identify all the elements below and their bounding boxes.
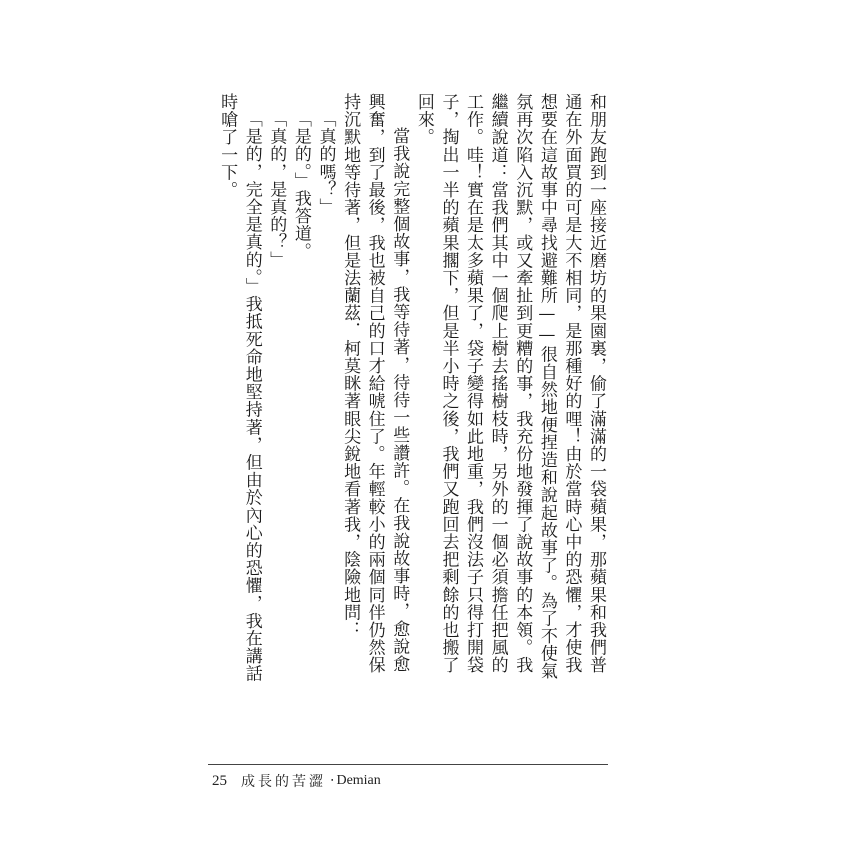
dialogue-line: 「真的嗎？」 (315, 110, 336, 216)
paragraph: 當我說完整個故事，我等待著，待待一些讚許。在我說故事時，愈說愈興奮，到了最後，我也被自己的口才給唬住了。年輕較小的兩個同伴仍然保持沉默地等待著，但是法蘭茲．柯莫眯著眼尖銳地看著我，陰險地問： (340, 93, 410, 674)
paragraph: 和朋友跑到一座接近磨坊的果園裏，偷了滿滿的一袋蘋果，那蘋果和我們普通在外面買的可是大不相同，是那種好的哩！由於當時心中的恐懼，才使我想要在這故事中尋找避難所——很自然地便捏造和說起故事了。為了不使氣氛再次陷入沉默，或又牽扯到更糟的事，我充份地發揮了說故事的本領。我繼續說道：當我們其中一個爬上樹去搖樹枝時，另外的一個必須擔任把風的工作。哇！實在是太多蘋果了，袋子變得如此地重，我們沒法子只得打開袋子，掏出一半的蘋果擱下，但是半小時之後，我們又跑回去把剩餘的也搬了回來。 (413, 93, 606, 680)
footer-separator: ‧ (330, 773, 335, 789)
page-number: 25 (212, 772, 227, 789)
dialogue-line: 「是的，完全是真的。」我抵死命地堅持著，但由於內心的恐懼，我在講話時嗆了一下。 (217, 93, 262, 683)
footer-rule (208, 764, 608, 765)
dialogue-line: 「是的。」我答道。 (290, 110, 311, 260)
body-text (208, 93, 608, 683)
page-footer (212, 770, 381, 792)
dialogue-line: 「真的，是真的？」 (266, 110, 287, 269)
book-subtitle: Demian (336, 773, 381, 788)
book-title: 成長的苦澀 (241, 774, 326, 790)
